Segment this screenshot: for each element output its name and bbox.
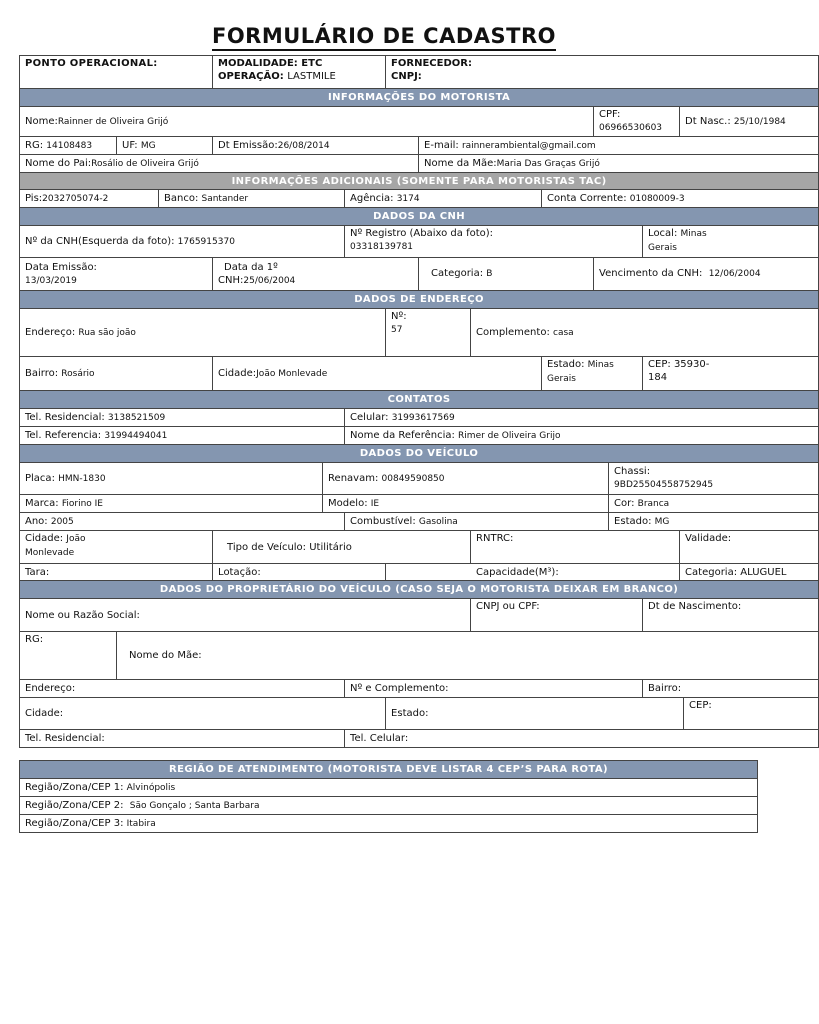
cidade-value: João Monlevade bbox=[256, 368, 328, 379]
placa-field[interactable] bbox=[20, 463, 323, 495]
capacidade-label: Capacidade(M³): bbox=[476, 566, 559, 578]
estado-label: Estado: bbox=[547, 359, 585, 370]
mae-label: Nome da Mãe: bbox=[424, 157, 497, 169]
uf-label: UF: bbox=[122, 139, 138, 151]
cnh-primeira-value: 25/06/2004 bbox=[243, 275, 296, 286]
cep-value-a: 35930- bbox=[673, 359, 710, 370]
cpf-value: 06966530603 bbox=[599, 123, 663, 133]
pis-field[interactable] bbox=[20, 190, 159, 208]
marca-label: Marca: bbox=[25, 497, 59, 509]
regiao-item[interactable] bbox=[20, 779, 758, 797]
bairro-label: Bairro: bbox=[25, 367, 59, 379]
cnh-primeira-label-b: CNH: bbox=[218, 274, 244, 286]
operacao-label: OPERAÇÃO: bbox=[218, 71, 284, 82]
tel-referencia-field[interactable] bbox=[20, 427, 345, 445]
bairro-field[interactable] bbox=[20, 357, 213, 391]
renavam-field[interactable] bbox=[323, 463, 609, 495]
prop-bairro-label: Bairro: bbox=[648, 683, 682, 694]
regiao-item[interactable] bbox=[20, 797, 758, 815]
nome-referencia-value: Rimer de Oliveira Grijo bbox=[458, 430, 561, 441]
page-title: FORMULÁRIO DE CADASTRO bbox=[0, 24, 768, 48]
banco-label: Banco: bbox=[164, 192, 199, 204]
cep-field[interactable] bbox=[643, 357, 819, 391]
endereco-label: Endereço: bbox=[25, 326, 76, 338]
cnh-emissao-field[interactable] bbox=[20, 258, 213, 291]
cnh-categoria-label: Categoria: bbox=[431, 268, 484, 279]
fornecedor-label: FORNECEDOR: bbox=[391, 58, 472, 69]
prop-estado-label: Estado: bbox=[391, 708, 429, 719]
section-veiculo: DADOS DO VEÍCULO bbox=[20, 445, 819, 463]
nasc-value: 25/10/1984 bbox=[733, 116, 786, 127]
cep-label: CEP: bbox=[648, 359, 671, 370]
razao-social-field[interactable] bbox=[20, 599, 471, 632]
uf-value: MG bbox=[140, 140, 156, 151]
veiculo-cidade-value-a: João bbox=[66, 534, 86, 544]
pis-label: Pis: bbox=[25, 192, 43, 204]
nome-label: Nome: bbox=[25, 115, 58, 127]
regiao-value: São Gonçalo ; Santa Barbara bbox=[129, 800, 260, 811]
combustivel-value: Gasolina bbox=[418, 516, 458, 527]
validade-field[interactable] bbox=[680, 531, 819, 564]
prop-tel-celular-field[interactable] bbox=[345, 730, 819, 748]
modalidade-value: ETC bbox=[301, 58, 323, 69]
ano-field[interactable] bbox=[20, 513, 345, 531]
placa-label: Placa: bbox=[25, 472, 55, 484]
celular-field[interactable] bbox=[345, 409, 819, 427]
mae-field[interactable] bbox=[419, 155, 819, 173]
prop-complemento-field[interactable] bbox=[345, 680, 643, 698]
endereco-value: Rua são joão bbox=[78, 327, 136, 338]
cnh-numero-value: 1765915370 bbox=[177, 236, 235, 247]
ponto-operacional-cell[interactable] bbox=[20, 56, 213, 89]
veiculo-cidade-field[interactable] bbox=[20, 531, 213, 564]
endereco-numero-value: 57 bbox=[391, 325, 403, 335]
uf-field[interactable] bbox=[117, 137, 213, 155]
endereco-numero-field[interactable] bbox=[386, 309, 471, 357]
regiao-table bbox=[19, 760, 758, 833]
modelo-field[interactable] bbox=[323, 495, 609, 513]
veiculo-categoria-field[interactable] bbox=[680, 564, 819, 581]
cnh-registro-label: Nº Registro (Abaixo da foto): bbox=[350, 228, 494, 239]
section-motorista: INFORMAÇÕES DO MOTORISTA bbox=[20, 89, 819, 107]
pai-label: Nome do Pai: bbox=[25, 157, 92, 169]
cnh-vencimento-field[interactable] bbox=[594, 258, 819, 291]
renavam-label: Renavam: bbox=[328, 472, 379, 484]
endereco-field[interactable] bbox=[20, 309, 386, 357]
mae-value: Maria Das Graças Grijó bbox=[496, 158, 600, 169]
nasc-field[interactable] bbox=[680, 107, 819, 137]
cep-value-b: 184 bbox=[648, 372, 668, 383]
email-value: rainnerambiental@gmail.com bbox=[461, 140, 596, 151]
cnpj-label: CNPJ: bbox=[391, 71, 422, 82]
tel-residencial-value: 3138521509 bbox=[107, 412, 166, 423]
cidade-label: Cidade: bbox=[218, 367, 257, 379]
capacidade-field[interactable] bbox=[386, 564, 680, 581]
veiculo-estado-label: Estado: bbox=[614, 515, 652, 527]
prop-endereco-label: Endereço: bbox=[25, 683, 76, 694]
regiao-label: Região/Zona/CEP 3: bbox=[25, 817, 124, 829]
prop-cidade-label: Cidade: bbox=[25, 708, 64, 719]
section-endereco: DADOS DE ENDEREÇO bbox=[20, 291, 819, 309]
agencia-label: Agência: bbox=[350, 192, 394, 204]
regiao-value: Itabira bbox=[126, 818, 156, 829]
regiao-label: Região/Zona/CEP 2: bbox=[25, 799, 124, 811]
modelo-label: Modelo: bbox=[328, 497, 368, 509]
prop-endereco-field[interactable] bbox=[20, 680, 345, 698]
cnh-numero-label: Nº da CNH(Esquerda da foto): bbox=[25, 235, 175, 247]
nome-referencia-label: Nome da Referência: bbox=[350, 429, 455, 441]
veiculo-cidade-label: Cidade: bbox=[25, 533, 64, 544]
prop-tel-residencial-field[interactable] bbox=[20, 730, 345, 748]
razao-social-label: Nome ou Razão Social: bbox=[25, 609, 140, 621]
regiao-item[interactable] bbox=[20, 815, 758, 833]
celular-value: 31993617569 bbox=[391, 412, 455, 423]
modalidade-label: MODALIDADE: bbox=[218, 58, 298, 69]
nome-referencia-field[interactable] bbox=[345, 427, 819, 445]
prop-rg-field[interactable] bbox=[20, 632, 117, 680]
lotacao-field[interactable] bbox=[213, 564, 386, 581]
emissao-rg-label: Dt Emissão: bbox=[218, 139, 278, 151]
registration-form bbox=[19, 55, 819, 748]
prop-tel-celular-label: Tel. Celular: bbox=[350, 733, 409, 744]
endereco-numero-label: Nº: bbox=[391, 311, 407, 322]
cnh-local-label: Local: bbox=[648, 228, 678, 239]
veiculo-cidade-value-b: Monlevade bbox=[25, 548, 75, 558]
rg-value: 14108483 bbox=[46, 140, 93, 151]
dt-nascimento-label: Dt de Nascimento: bbox=[648, 601, 742, 612]
prop-mae-field[interactable] bbox=[117, 632, 819, 680]
cnh-categoria-field[interactable] bbox=[419, 258, 594, 291]
rntrc-field[interactable] bbox=[471, 531, 680, 564]
cnpj-cpf-field[interactable] bbox=[471, 599, 643, 632]
marca-field[interactable] bbox=[20, 495, 323, 513]
complemento-label: Complemento: bbox=[476, 326, 550, 338]
prop-cep-field[interactable] bbox=[684, 698, 819, 730]
celular-label: Celular: bbox=[350, 411, 389, 423]
nome-value: Rainner de Oliveira Grijó bbox=[57, 116, 169, 127]
cor-label: Cor: bbox=[614, 497, 635, 509]
cnh-numero-field[interactable] bbox=[20, 226, 345, 258]
tel-residencial-label: Tel. Residencial: bbox=[25, 411, 105, 423]
chassi-field[interactable] bbox=[609, 463, 819, 495]
tel-referencia-value: 31994494041 bbox=[104, 430, 168, 441]
prop-cidade-field[interactable] bbox=[20, 698, 386, 730]
prop-cep-label: CEP: bbox=[689, 700, 712, 711]
prop-tel-residencial-label: Tel. Residencial: bbox=[25, 733, 105, 744]
combustivel-label: Combustível: bbox=[350, 515, 416, 527]
renavam-value: 00849590850 bbox=[381, 473, 445, 484]
validade-label: Validade: bbox=[685, 533, 732, 544]
emissao-rg-field[interactable] bbox=[213, 137, 419, 155]
ano-label: Ano: bbox=[25, 515, 48, 527]
nome-field[interactable] bbox=[20, 107, 594, 137]
ano-value: 2005 bbox=[50, 516, 74, 527]
tel-residencial-field[interactable] bbox=[20, 409, 345, 427]
cnh-local-value-b: Gerais bbox=[648, 243, 677, 253]
cnh-emissao-label: Data Emissão: bbox=[25, 261, 97, 273]
section-cnh: DADOS DA CNH bbox=[20, 208, 819, 226]
prop-bairro-field[interactable] bbox=[643, 680, 819, 698]
chassi-label: Chassi: bbox=[614, 466, 651, 477]
cpf-label: CPF: bbox=[599, 109, 621, 120]
veiculo-categoria-value: ALUGUEL bbox=[740, 566, 787, 578]
nasc-label: Dt Nasc.: bbox=[685, 115, 731, 127]
cnh-categoria-value: B bbox=[486, 269, 493, 279]
cnh-registro-value: 03318139781 bbox=[350, 242, 414, 252]
tel-referencia-label: Tel. Referencia: bbox=[25, 429, 102, 441]
complemento-field[interactable] bbox=[471, 309, 819, 357]
estado-field[interactable] bbox=[542, 357, 643, 391]
conta-label: Conta Corrente: bbox=[547, 192, 627, 204]
emissao-rg-value: 26/08/2014 bbox=[277, 140, 330, 151]
veiculo-estado-field[interactable] bbox=[609, 513, 819, 531]
cnh-registro-field[interactable] bbox=[345, 226, 643, 258]
email-field[interactable] bbox=[419, 137, 819, 155]
modelo-value: IE bbox=[370, 498, 380, 509]
cnh-vencimento-value: 12/06/2004 bbox=[708, 269, 761, 279]
cor-field[interactable] bbox=[609, 495, 819, 513]
cnh-emissao-value: 13/03/2019 bbox=[25, 275, 77, 286]
prop-complemento-label: Nº e Complemento: bbox=[350, 683, 449, 694]
complemento-value: casa bbox=[553, 327, 574, 338]
section-contatos: CONTATOS bbox=[20, 391, 819, 409]
conta-field[interactable] bbox=[542, 190, 819, 208]
veiculo-categoria-label: Categoria: bbox=[685, 566, 738, 578]
agencia-value: 3174 bbox=[396, 193, 420, 204]
tara-label: Tara: bbox=[25, 566, 50, 578]
conta-value: 01080009-3 bbox=[629, 193, 685, 204]
cnh-local-field[interactable] bbox=[643, 226, 819, 258]
pis-value: 2032705074-2 bbox=[42, 193, 109, 204]
section-adicionais: INFORMAÇÕES ADICIONAIS (SOMENTE PARA MOTORISTAS TAC) bbox=[20, 173, 819, 190]
cnh-vencimento-label: Vencimento da CNH: bbox=[599, 268, 703, 279]
pai-value: Rosálio de Oliveira Grijó bbox=[91, 158, 199, 169]
cidade-field[interactable] bbox=[213, 357, 542, 391]
rntrc-label: RNTRC: bbox=[476, 533, 514, 544]
section-proprietario: DADOS DO PROPRIETÁRIO DO VEÍCULO (CASO SEJA O MOTORISTA DEIXAR EM BRANCO) bbox=[20, 581, 819, 599]
fornecedor-cell[interactable] bbox=[386, 56, 819, 89]
prop-rg-label: RG: bbox=[25, 634, 44, 645]
cpf-field[interactable] bbox=[594, 107, 680, 137]
rg-label: RG: bbox=[25, 139, 44, 151]
cnh-primeira-field[interactable] bbox=[213, 258, 419, 291]
cnh-primeira-label-a: Data da 1º bbox=[224, 261, 278, 273]
combustivel-field[interactable] bbox=[345, 513, 609, 531]
modalidade-cell[interactable] bbox=[213, 56, 386, 89]
chassi-value: 9BD25504558752945 bbox=[614, 480, 714, 490]
estado-value-b: Gerais bbox=[547, 374, 576, 384]
banco-value: Santander bbox=[201, 193, 249, 204]
bairro-value: Rosário bbox=[61, 368, 95, 379]
rg-field[interactable] bbox=[20, 137, 117, 155]
section-regiao: REGIÃO DE ATENDIMENTO (MOTORISTA DEVE LISTAR 4 CEP’S PARA ROTA) bbox=[20, 761, 758, 779]
lotacao-label: Lotação: bbox=[218, 566, 261, 578]
placa-value: HMN-1830 bbox=[58, 473, 106, 484]
regiao-label: Região/Zona/CEP 1: bbox=[25, 781, 124, 793]
estado-value-a: Minas bbox=[587, 360, 614, 370]
ponto-label: PONTO OPERACIONAL: bbox=[25, 58, 158, 69]
email-label: E-mail: bbox=[424, 139, 459, 151]
agencia-field[interactable] bbox=[345, 190, 542, 208]
dt-nascimento-field[interactable] bbox=[643, 599, 819, 632]
operacao-value: LASTMILE bbox=[287, 71, 336, 82]
marca-value: Fiorino IE bbox=[61, 498, 103, 509]
tipo-veiculo-field[interactable] bbox=[213, 531, 471, 564]
veiculo-estado-value: MG bbox=[654, 516, 670, 527]
prop-estado-field[interactable] bbox=[386, 698, 684, 730]
tara-field[interactable] bbox=[20, 564, 213, 581]
cor-value: Branca bbox=[637, 498, 670, 509]
tipo-veiculo-label: Tipo de Veículo: bbox=[227, 541, 307, 553]
cnh-local-value-a: Minas bbox=[680, 229, 707, 239]
cnpj-cpf-label: CNPJ ou CPF: bbox=[476, 601, 540, 612]
banco-field[interactable] bbox=[159, 190, 345, 208]
prop-mae-label: Nome do Mãe: bbox=[129, 650, 202, 661]
pai-field[interactable] bbox=[20, 155, 419, 173]
regiao-value: Alvinópolis bbox=[126, 782, 176, 793]
tipo-veiculo-value: Utilitário bbox=[309, 541, 352, 553]
